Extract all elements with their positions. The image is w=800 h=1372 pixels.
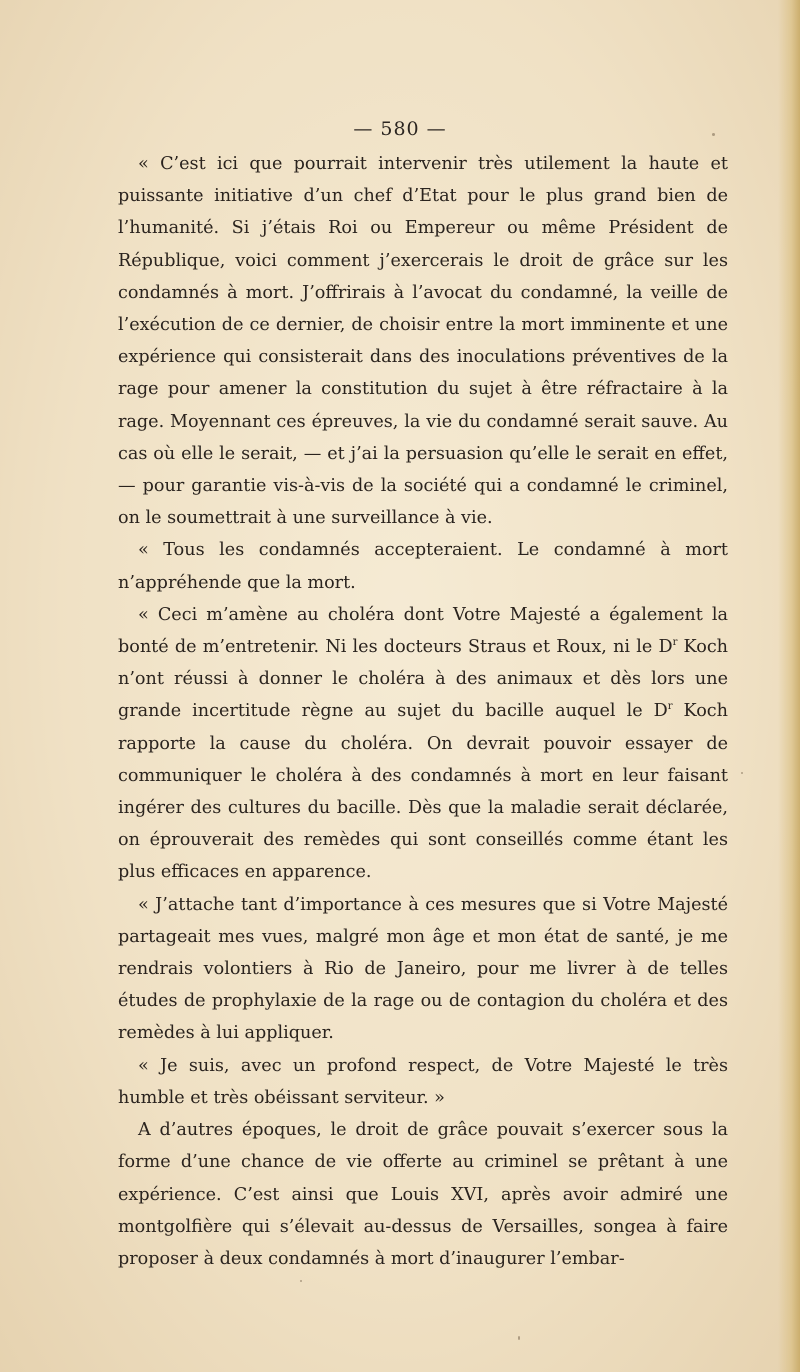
body-text	[118, 148, 728, 1275]
paragraph-3	[118, 599, 728, 889]
paragraph-2: « Tous les condamnés accepteraient. Le condamné à mort n’appréhende que la mort.	[118, 540, 728, 593]
paragraph-1: « C’est ici que pourrait intervenir très utilement la haute et puissante initiative d’un chef d’Etat pour le plus grand bien de l’humanité. Si j’étais Roi ou Empereur ou même Président de République, voici comment j’exercerais le droit de grâce sur les condamnés à mort. J’offrirais à l’avocat du condamné, la veille de l’exécution de ce dernier, de choisir entre la mort imminente et une expérience qui consisterait dans des inoculations préventives de la rage pour amener la constitution du sujet à être réfractaire à la rage. Moyennant ces épreuves, la vie du condamné serait sauve. Au cas où elle le serait, — et j’ai la persuasion qu’elle le serait en effet, — pour garantie vis-à-vis de la société qui a condamné le criminel, on le soumettrait à une surveillance à vie.	[118, 154, 728, 529]
paragraph-3-part-1: « Ceci m’amène au choléra dont Votre Majesté a également la bonté de m’entretenir. Ni les docteurs Straus et Roux, ni le D	[118, 604, 728, 658]
speck	[741, 772, 743, 774]
speck	[518, 1336, 520, 1340]
speck	[712, 133, 715, 136]
page-number: — 580 —	[353, 118, 447, 140]
superscript-r-1: r	[672, 637, 678, 649]
paragraph-5: « Je suis, avec un profond respect, de Votre Majesté le très humble et très obéissant serviteur. »	[118, 1055, 728, 1108]
paragraph-6: A d’autres époques, le droit de grâce pouvait s’exercer sous la forme d’une chance de vie offerte au criminel se prêtant à une expérience. C’est ainsi que Louis XVI, après avoir admiré une montgolfière qui s’élevait au-dessus de Versailles, songea à faire proposer à deux condamnés à mort d’inaugurer l’embar-	[118, 1120, 728, 1269]
paragraph-3-part-2: Koch n’ont réussi à donner le choléra à des animaux et dès lors une grande incertitude règne au sujet du bacille auquel le D	[118, 637, 728, 722]
page-edge-shadow	[778, 0, 800, 1372]
speck	[300, 1280, 302, 1282]
paragraph-4: « J’attache tant d’importance à ces mesures que si Votre Majesté partageait mes vues, malgré mon âge et mon état de santé, je me rendrais volontiers à Rio de Janeiro, pour me livrer à de telles études de prophylaxie de la rage ou de contagion du choléra et des remèdes à lui appliquer.	[118, 894, 728, 1044]
paragraph-3-part-3: Koch rapporte la cause du choléra. On devrait pouvoir essayer de communiquer le choléra à des condamnés à mort en leur faisant ingérer des cultures du bacille. Dès que la maladie serait déclarée, on éprouverait des remèdes qui sont conseillés comme étant les plus efficaces en apparence.	[118, 701, 728, 883]
superscript-r-2: r	[667, 701, 673, 713]
